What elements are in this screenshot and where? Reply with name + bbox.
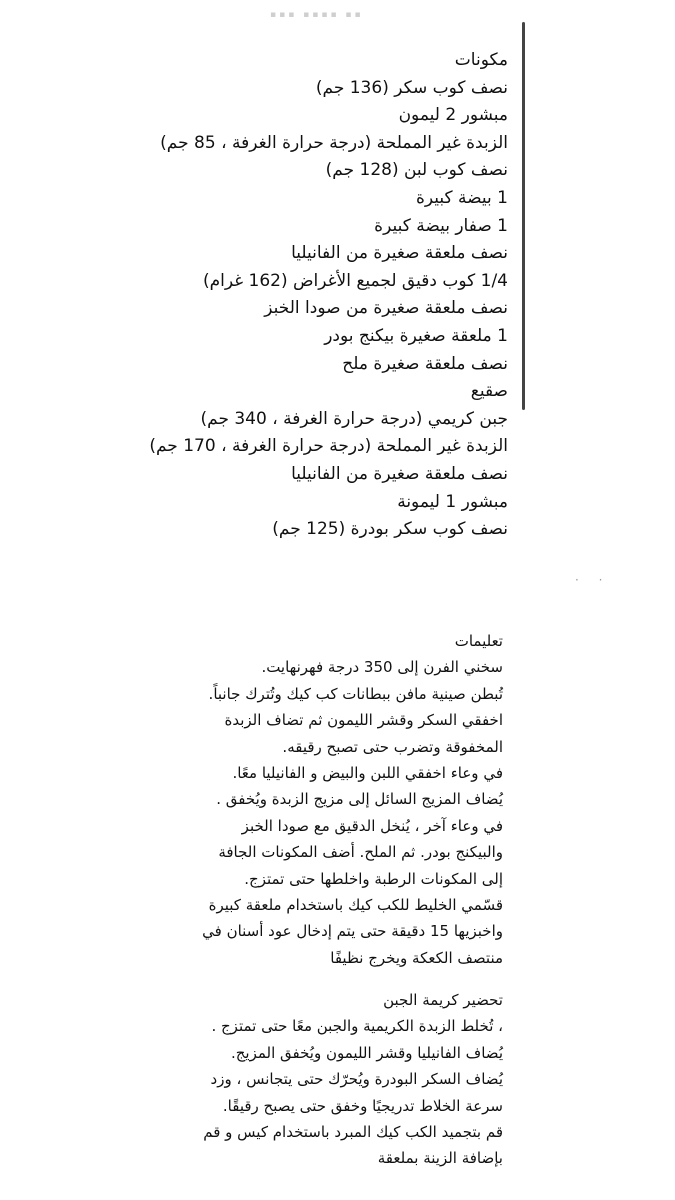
ingredients-section xyxy=(108,47,508,544)
frosting-item: نصف كوب سكر بودرة (125 جم) xyxy=(272,519,508,540)
frosting-prep-line: سرعة الخلاط تدريجيًا وخفق حتى يصبح رقيقًا. xyxy=(222,1096,503,1115)
section-separator-dots: · · xyxy=(575,573,611,587)
ingredient-item: مبشور 2 ليمون xyxy=(398,105,508,126)
ingredient-item: 1/4 كوب دقيق لجميع الأغراض (162 غرام) xyxy=(202,270,508,291)
ingredient-item: 1 ملعقة صغيرة بيكنج بودر xyxy=(324,325,508,346)
ingredient-item: نصف ملعقة صغيرة ملح xyxy=(342,353,508,374)
frosting-title: صقيع xyxy=(470,381,508,402)
frosting-item: نصف ملعقة صغيرة من الفانيليا xyxy=(291,463,508,484)
frosting-prep-section xyxy=(23,987,503,1172)
frosting-prep-line: يُضاف السكر البودرة ويُحرّك حتى يتجانس ، وزد xyxy=(210,1070,503,1089)
ingredient-item: نصف ملعقة صغيرة من الفانيليا xyxy=(291,243,508,264)
instruction-line: يُضاف المزيج السائل إلى مزيج الزبدة ويُخفق . xyxy=(216,790,503,809)
frosting-prep-line: قم بتجميد الكب كيك المبرد باستخدام كيس و قم xyxy=(203,1123,503,1142)
ingredients-title: مكونات xyxy=(454,50,508,70)
frosting-item: الزبدة غير المملحة (درجة حرارة الغرفة ، 170 جم) xyxy=(149,436,508,457)
ingredient-item: نصف ملعقة صغيرة من صودا الخبز xyxy=(264,298,508,319)
scrollbar[interactable] xyxy=(522,22,525,410)
instruction-line: سخني الفرن إلى 350 درجة فهرنهايت. xyxy=(261,658,503,677)
frosting-prep-line: بإضافة الزينة بملعقة xyxy=(377,1149,503,1168)
frosting-item: مبشور 1 ليمونة xyxy=(397,491,508,512)
instruction-line: في وعاء اخفقي اللبن والبيض و الفانيليا معًا. xyxy=(232,764,503,783)
instruction-line: إلى المكونات الرطبة واخلطها حتى تمتزج. xyxy=(244,869,503,888)
ingredient-item: 1 بيضة كبيرة xyxy=(416,187,508,208)
frosting-prep-line: يُضاف الفانيليا وقشر الليمون ويُخفق المزيج. xyxy=(230,1043,503,1062)
instruction-line: اخفقي السكر وقشر الليمون ثم تضاف الزبدة xyxy=(224,711,503,730)
ingredient-item: نصف كوب سكر (136 جم) xyxy=(315,77,508,98)
instruction-line: في وعاء آخر ، يُنخل الدقيق مع صودا الخبز xyxy=(241,816,503,835)
ingredient-item: 1 صفار بيضة كبيرة xyxy=(374,215,508,236)
instruction-line: تُبطن صينية مافن ببطانات كب كيك وتُترك جانباً. xyxy=(208,684,503,703)
instructions-title: تعليمات xyxy=(454,632,503,650)
instruction-line: والبيكنج بودر. ثم الملح. أضف المكونات الجافة xyxy=(218,843,503,862)
frosting-prep-title: تحضير كريمة الجبن xyxy=(383,991,503,1009)
instruction-line: واخبزيها 15 دقيقة حتى يتم إدخال عود أسنان في xyxy=(202,922,503,941)
ingredient-item: نصف كوب لبن (128 جم) xyxy=(325,160,508,181)
frosting-prep-line: ، تُخلط الزبدة الكريمية والجبن معًا حتى تمتزج . xyxy=(211,1017,503,1036)
instructions-section xyxy=(23,628,503,971)
ingredient-item: الزبدة غير المملحة (درجة حرارة الغرفة ، 85 جم) xyxy=(160,132,508,153)
faded-header-text: ▪▪▪ ▪▪▪▪ ▪▪ xyxy=(270,10,364,20)
instruction-line: قسّمي الخليط للكب كيك باستخدام ملعقة كبيرة xyxy=(208,896,503,915)
instruction-line: المخفوقة وتضرب حتى تصبح رقيقه. xyxy=(282,737,503,756)
frosting-item: جبن كريمي (درجة حرارة الغرفة ، 340 جم) xyxy=(200,408,508,429)
instruction-line: منتصف الكعكة ويخرج نظيفًا xyxy=(330,948,503,967)
